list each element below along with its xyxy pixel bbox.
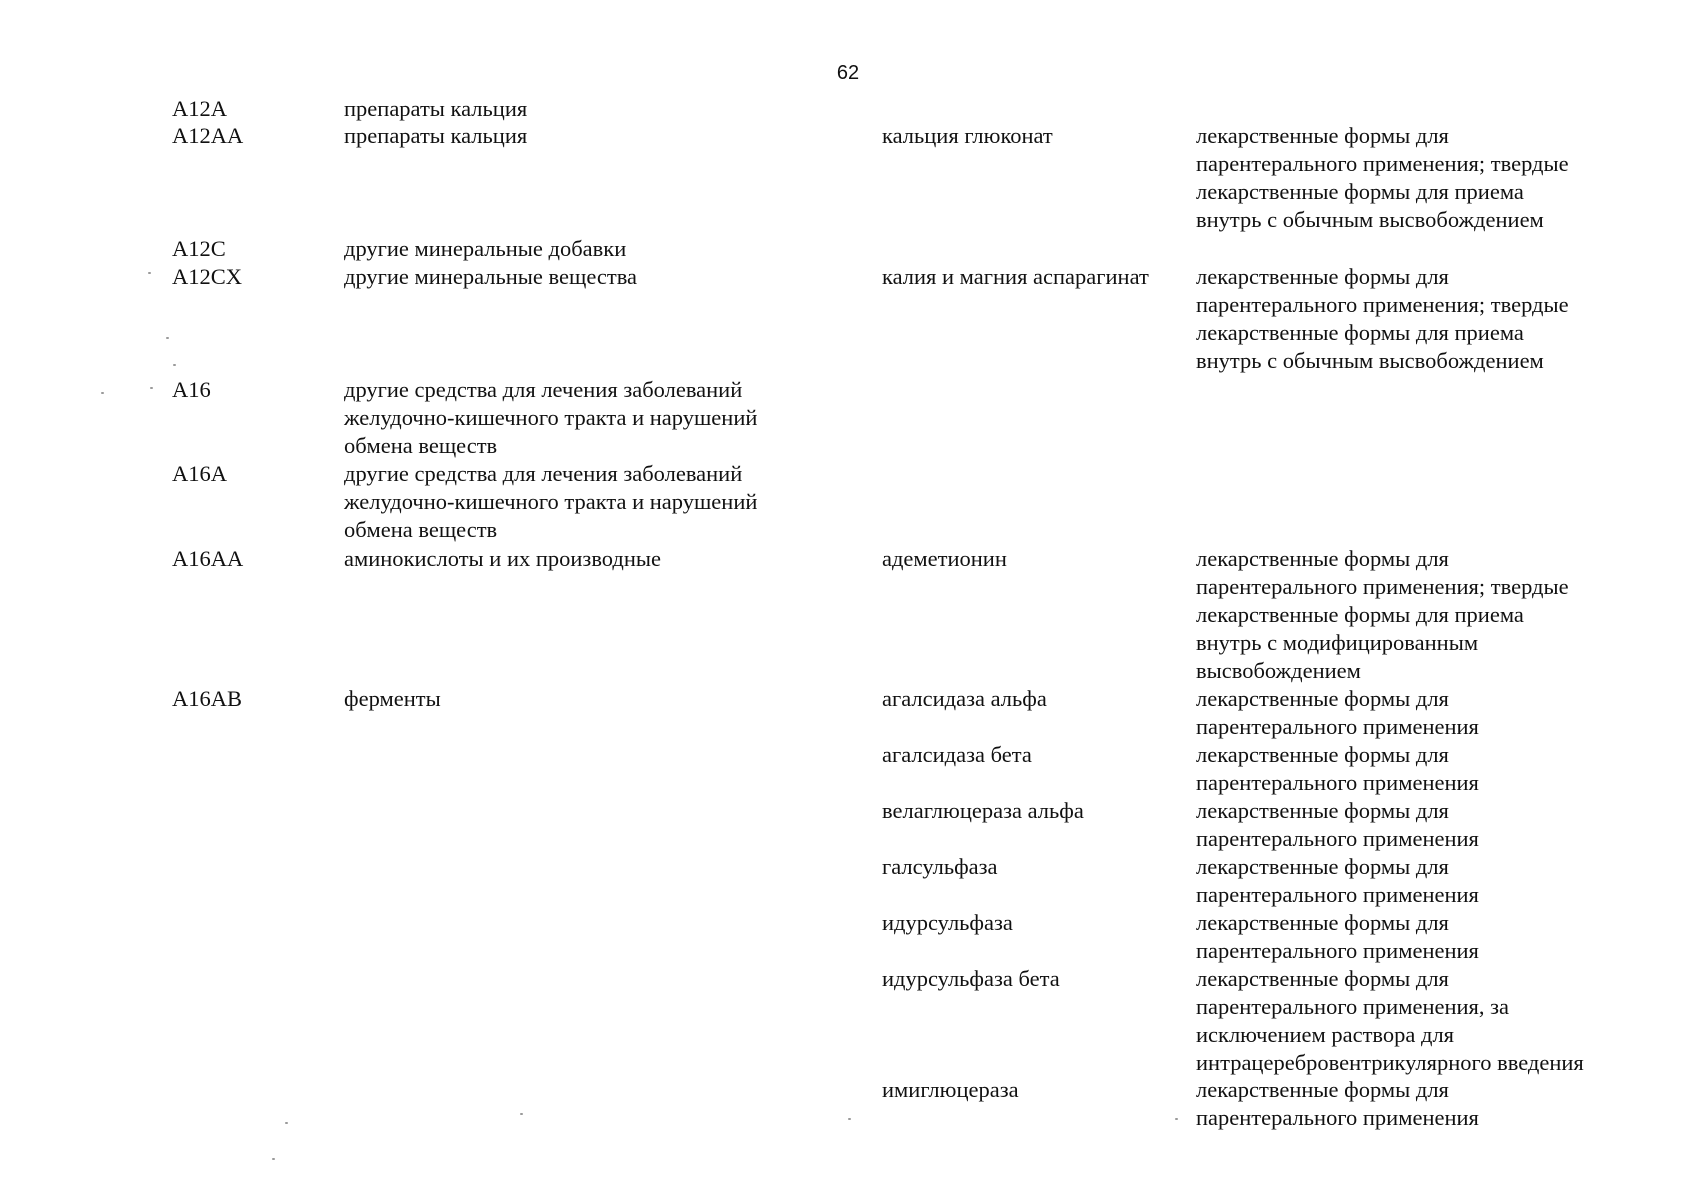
atc-code: A12A [172,96,227,121]
dosage-form-line: исключением раствора для [1196,1022,1455,1047]
dosage-form-line: внутрь с модифицированным [1196,630,1479,655]
scan-speck [285,1122,288,1124]
group-line: обмена веществ [344,433,498,458]
scan-speck [848,1118,851,1120]
dosage-form-line: внутрь с обычным высвобождением [1196,207,1544,232]
dosage-form-line: лекарственные формы для [1196,910,1449,935]
dosage-form-line: лекарственные формы для [1196,854,1449,879]
group-line: препараты кальция [344,123,528,148]
group-line: препараты кальция [344,96,528,121]
anatomical-therapeutic-group [344,95,814,123]
drug-name: идурсульфаза бета [882,966,1060,991]
anatomical-therapeutic-group [344,235,814,263]
atc-code: A12AA [172,123,244,148]
dosage-form-line: высвобождением [1196,658,1361,683]
group-line: другие средства для лечения заболеваний [344,461,743,486]
dosage-form-line: парентерального применения [1196,882,1479,907]
dosage-form-line: лекарственные формы для приема [1196,602,1524,627]
dosage-form-line: лекарственные формы для [1196,546,1449,571]
scan-speck [1175,1118,1178,1120]
dosage-form-line: парентерального применения; твердые [1196,151,1569,176]
dosage-forms [1196,965,1696,1077]
anatomical-therapeutic-group [344,376,814,460]
dosage-forms [1196,263,1696,375]
atc-code: A16 [172,377,211,402]
dosage-form-line: лекарственные формы для [1196,123,1449,148]
drug-name: велаглюцераза альфа [882,798,1084,823]
dosage-forms [1196,1076,1696,1132]
group-line: другие минеральные добавки [344,236,627,261]
group-line: другие минеральные вещества [344,264,638,289]
dosage-form-line: лекарственные формы для [1196,966,1449,991]
anatomical-therapeutic-group [344,263,814,291]
dosage-form-line: парентерального применения, за [1196,994,1510,1019]
dosage-form-line: парентерального применения; твердые [1196,574,1569,599]
dosage-form-line: внутрь с обычным высвобождением [1196,348,1544,373]
drug-name: агалсидаза бета [882,742,1032,767]
dosage-form-line: лекарственные формы для приема [1196,320,1524,345]
dosage-forms [1196,741,1696,797]
drug-name: имиглюцераза [882,1077,1019,1102]
dosage-form-line: лекарственные формы для [1196,686,1449,711]
dosage-form-line: парентерального применения [1196,826,1479,851]
atc-code: A16AA [172,546,244,571]
scan-speck [148,272,151,274]
drug-name: идурсульфаза [882,910,1013,935]
dosage-forms [1196,909,1696,965]
dosage-forms [1196,685,1696,741]
dosage-form-line: парентерального применения [1196,1105,1479,1130]
atc-code: A12CX [172,264,243,289]
dosage-forms [1196,797,1696,853]
drug-name: агалсидаза альфа [882,686,1047,711]
scan-speck [101,392,104,394]
dosage-forms [1196,545,1696,685]
anatomical-therapeutic-group [344,122,814,150]
atc-code: A16A [172,461,227,486]
group-line: желудочно-кишечного тракта и нарушений [344,405,758,430]
drug-name: кальция глюконат [882,123,1053,148]
dosage-form-line: парентерального применения [1196,938,1479,963]
group-line: обмена веществ [344,517,498,542]
dosage-form-line: лекарственные формы для [1196,742,1449,767]
scan-speck [272,1158,275,1160]
dosage-form-line: парентерального применения [1196,714,1479,739]
dosage-forms [1196,853,1696,909]
dosage-form-line: парентерального применения; твердые [1196,292,1569,317]
dosage-forms [1196,122,1696,234]
dosage-form-line: парентерального применения [1196,770,1479,795]
dosage-form-line: лекарственные формы для [1196,264,1449,289]
drug-name: адеметионин [882,546,1007,571]
scan-speck [520,1113,523,1115]
scan-speck [166,337,169,339]
group-line: желудочно-кишечного тракта и нарушений [344,489,758,514]
drug-name: галсульфаза [882,854,998,879]
atc-code: A16AB [172,686,243,711]
group-line: аминокислоты и их производные [344,546,661,571]
dosage-form-line: лекарственные формы для [1196,1077,1449,1102]
dosage-form-line: интрацеребровентрикулярного введения [1196,1050,1584,1075]
anatomical-therapeutic-group [344,545,814,573]
atc-code: A12C [172,236,226,261]
scan-speck [150,387,153,389]
group-line: ферменты [344,686,441,711]
group-line: другие средства для лечения заболеваний [344,377,743,402]
page-number: 62 [836,62,860,84]
anatomical-therapeutic-group [344,460,814,544]
drug-name: калия и магния аспарагинат [882,264,1149,289]
scan-speck [173,364,176,366]
dosage-form-line: лекарственные формы для [1196,798,1449,823]
dosage-form-line: лекарственные формы для приема [1196,179,1524,204]
anatomical-therapeutic-group [344,685,814,713]
